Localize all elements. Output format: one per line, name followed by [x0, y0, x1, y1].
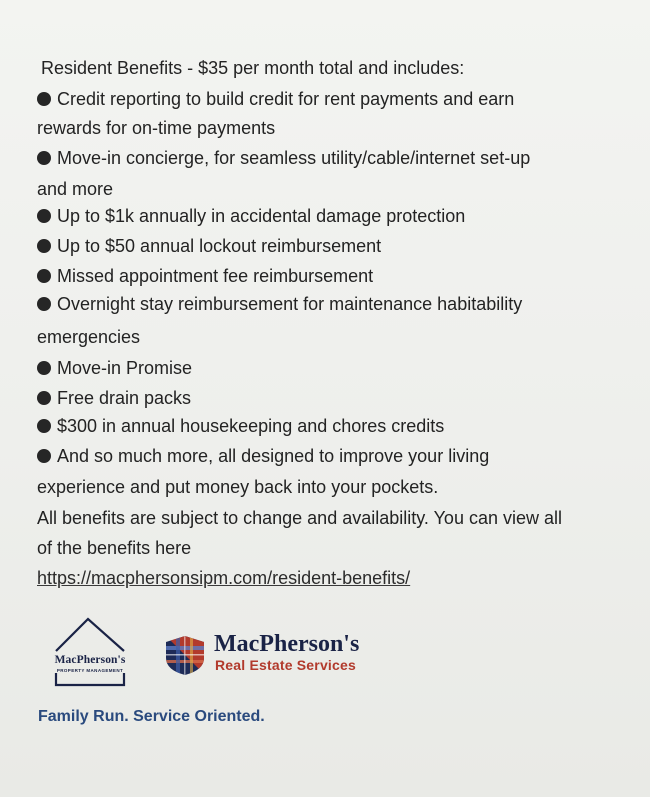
house-outline-icon [38, 615, 142, 691]
benefit-item: Up to $50 annual lockout reimbursement [37, 235, 381, 257]
bullet-icon [37, 419, 51, 433]
benefit-item-continuation: rewards for on-time payments [37, 118, 276, 138]
benefit-item: Move-in Promise [37, 357, 192, 379]
benefit-item: Missed appointment fee reimbursement [37, 265, 373, 287]
benefit-item-continuation: experience and put money back into your pockets. [37, 477, 439, 497]
logo-subtitle: Real Estate Services [215, 657, 356, 673]
bullet-icon [37, 297, 51, 311]
benefits-heading: Resident Benefits - $35 per month total and includes: [41, 58, 465, 78]
benefit-item: $300 in annual housekeeping and chores credits [37, 415, 444, 437]
logo-subtitle: PROPERTY MANAGEMENT [56, 668, 124, 673]
tagline: Family Run. Service Oriented. [38, 708, 265, 725]
benefit-item-continuation: emergencies [37, 327, 141, 347]
bullet-icon [37, 151, 51, 165]
property-management-logo [38, 615, 142, 691]
bullet-icon [37, 209, 51, 223]
benefit-item: Up to $1k annually in accidental damage protection [37, 205, 465, 227]
benefit-item: Move-in concierge, for seamless utility/cable/internet set-up [37, 147, 530, 169]
benefit-item: Free drain packs [37, 387, 191, 409]
bullet-icon [37, 391, 51, 405]
benefit-item-continuation: and more [37, 179, 114, 199]
bullet-icon [37, 239, 51, 253]
benefit-item: And so much more, all designed to improve your living [37, 445, 489, 467]
availability-note: All benefits are subject to change and availability. You can view all [37, 508, 562, 528]
benefit-item: Overnight stay reimbursement for maintenance habitability [37, 293, 522, 315]
availability-note-continuation: of the benefits here [37, 538, 192, 558]
bullet-icon [37, 361, 51, 375]
bullet-icon [37, 92, 51, 106]
logo-brand-name: MacPherson's [54, 654, 126, 666]
tartan-shield-icon [164, 634, 206, 676]
resident-benefits-link[interactable]: https://macphersonsipm.com/resident-benefits/ [37, 568, 411, 588]
benefit-item: Credit reporting to build credit for rent payments and earn [37, 88, 514, 110]
bullet-icon [37, 449, 51, 463]
bullet-icon [37, 269, 51, 283]
logo-brand-name: MacPherson's [214, 631, 360, 657]
